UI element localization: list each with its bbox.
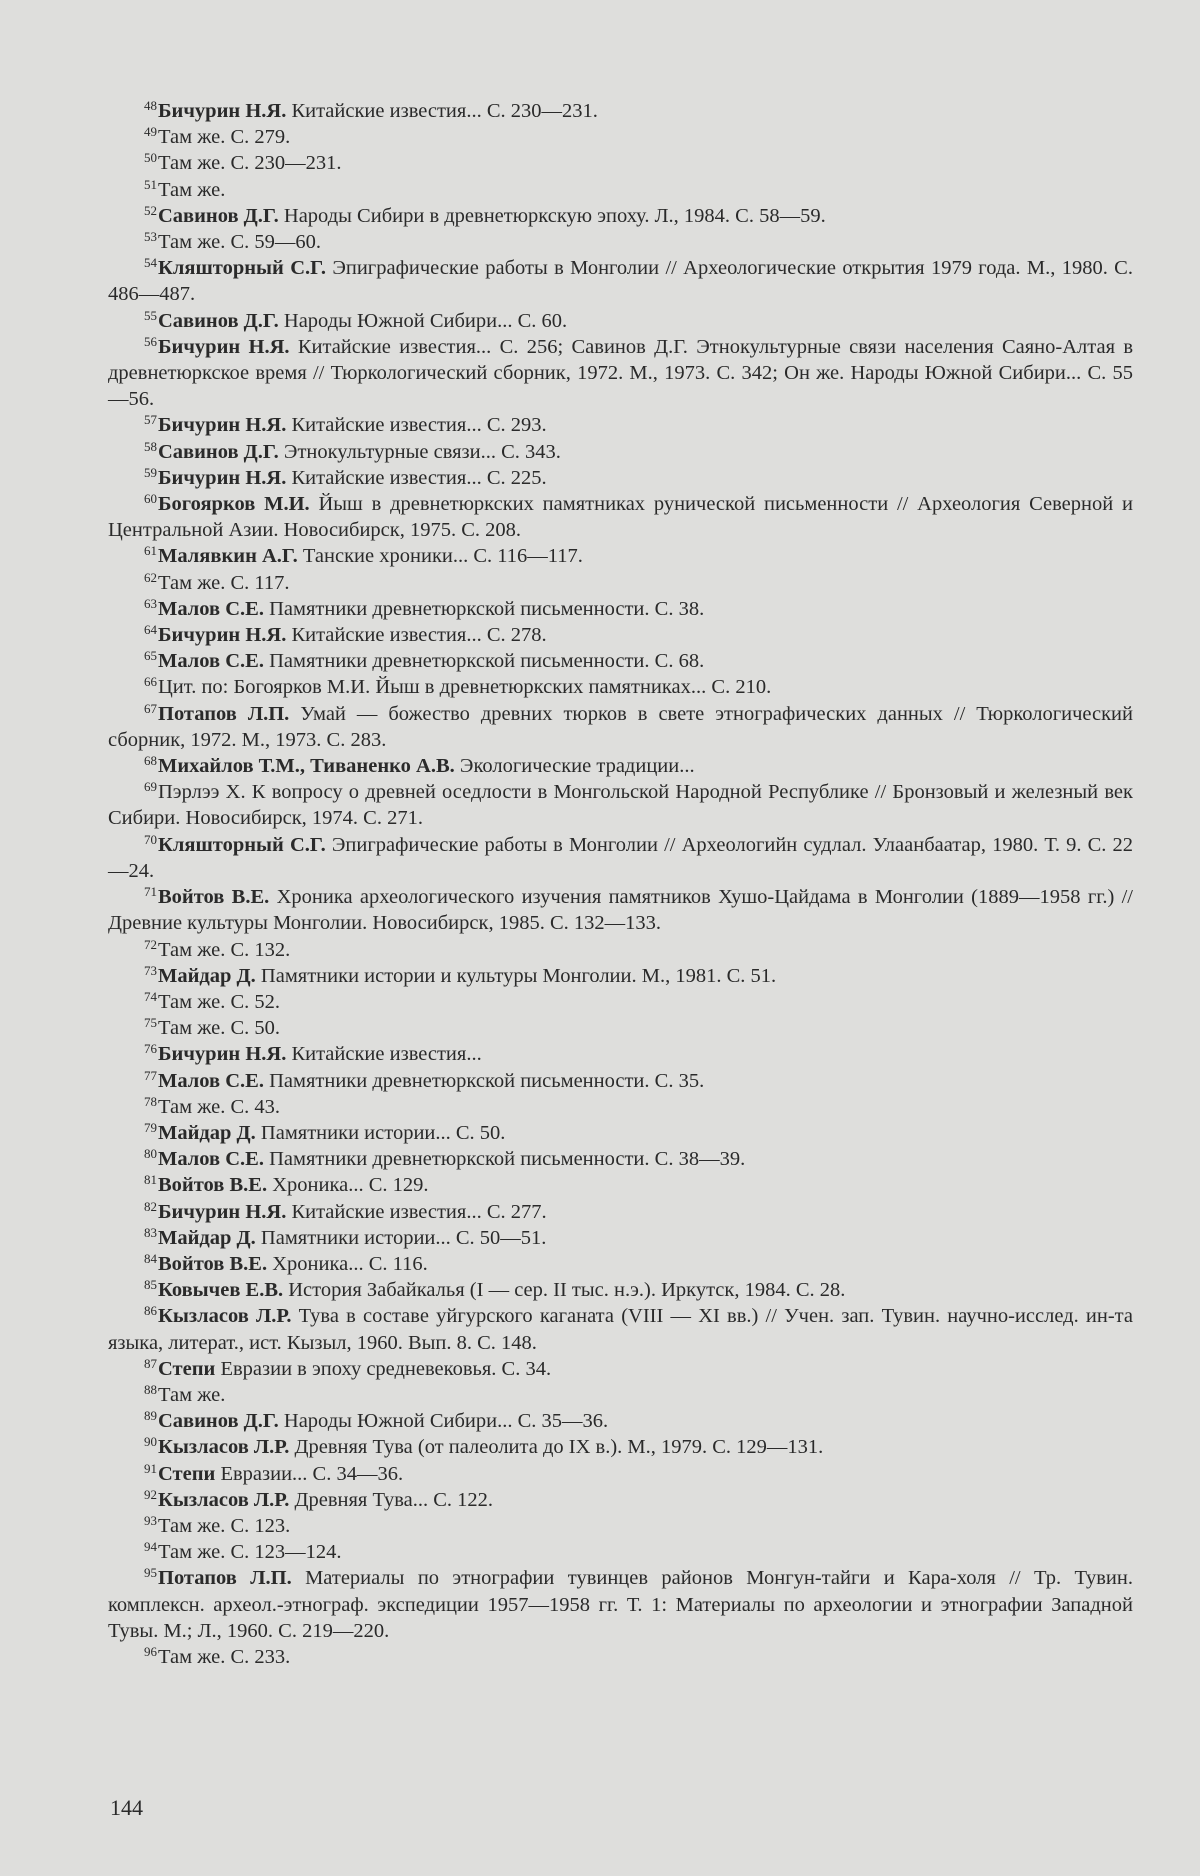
footnote-number: 90: [144, 1434, 157, 1450]
footnote-author: Потапов Л.П.: [158, 1567, 292, 1590]
footnote-text: Китайские известия... С. 277.: [286, 1200, 547, 1223]
footnote: [108, 832, 1133, 884]
footnote-text: Эпиграфические работы в Монголии // Археологические открытия 1979 года. М., 1980. С. 486—487.: [108, 257, 1133, 306]
footnote-author: Кляшторный С.Г.: [158, 257, 326, 280]
footnote-text: Там же. С. 50.: [158, 1017, 280, 1040]
footnote-text: Памятники истории и культуры Монголии. М., 1981. С. 51.: [255, 964, 777, 987]
footnote-text: Там же. С. 123—124.: [158, 1541, 342, 1564]
footnote-number: 50: [144, 150, 157, 166]
footnote-number: 73: [144, 962, 157, 978]
footnote-text: Там же.: [158, 178, 226, 201]
footnote: [108, 334, 1133, 413]
footnote: [108, 1434, 1133, 1460]
footnote-text: Цит. по: Богоярков М.И. Йыш в древнетюркских памятниках... С. 210.: [158, 676, 772, 699]
page-number: 144: [110, 1795, 143, 1820]
footnote-text: Этнокультурные связи... С. 343.: [278, 440, 561, 463]
footnote-text: Евразии в эпоху средневековья. С. 34.: [215, 1357, 552, 1380]
footnote-number: 83: [144, 1224, 157, 1240]
footnote-text: Танские хроники... С. 116—117.: [297, 545, 583, 568]
footnote-text: Китайские известия... С. 225.: [286, 466, 547, 489]
footnote-author: Малов С.Е.: [158, 1148, 264, 1171]
footnote-number: 66: [144, 674, 157, 690]
footnote-text: Китайские известия... С. 230—231.: [286, 100, 598, 122]
footnote-number: 61: [144, 543, 157, 559]
footnote-number: 80: [144, 1146, 157, 1162]
footnote: [108, 1251, 1133, 1277]
footnote-author: Войтов В.Е.: [158, 1174, 268, 1197]
footnote-number: 92: [144, 1486, 157, 1502]
footnote-author: Войтов В.Е.: [158, 886, 270, 909]
footnote-text: Хроника... С. 116.: [267, 1252, 428, 1275]
footnote-author: Майдар Д.: [158, 964, 256, 987]
footnote-number: 76: [144, 1041, 157, 1057]
footnote: [108, 570, 1133, 596]
footnote: [108, 1146, 1133, 1172]
footnote-number: 74: [144, 988, 157, 1004]
footnote-author: Бичурин Н.Я.: [158, 624, 287, 647]
footnote: [108, 1461, 1133, 1487]
footnote: [108, 1644, 1133, 1670]
footnote-number: 55: [144, 307, 157, 323]
footnote-text: Китайские известия... С. 256; Савинов Д.Г. Этнокультурные связи населения Саяно-Алтая в древнетюркское время // Тюркологический сборник, 1972. М., 1973. С. 342; Он же. Народы Южной Сибири... С. 55—56.: [108, 335, 1133, 411]
footnote-text: Там же. С. 230—231.: [158, 152, 342, 175]
footnote-text: Китайские известия... С. 293.: [286, 414, 547, 437]
footnote-text: Тува в составе уйгурского каганата (VIII — XI вв.) // Учен. зап. Тувин. научно-исслед. ин-та языка, литерат., ист. Кызыл, 1960. Вып. 8. С. 148.: [108, 1305, 1133, 1354]
footnote-text: Памятники древнетюркской письменности. С. 38—39.: [263, 1148, 746, 1171]
footnote-text: Там же. С. 117.: [158, 571, 290, 594]
footnote-author: Бичурин Н.Я.: [158, 335, 290, 358]
footnote-number: 81: [144, 1172, 157, 1188]
footnote: [108, 543, 1133, 569]
footnote-number: 67: [144, 700, 157, 716]
footnote-number: 95: [144, 1565, 157, 1581]
footnote-text: Там же. С. 233.: [158, 1645, 291, 1668]
footnote: [108, 1408, 1133, 1434]
footnote: [108, 1565, 1133, 1644]
footnote-text: Евразии... С. 34—36.: [215, 1462, 404, 1485]
footnote: [108, 701, 1133, 753]
footnote-number: 56: [144, 333, 157, 349]
footnote: [108, 229, 1133, 255]
footnote: [108, 596, 1133, 622]
footnote-text: Там же. С. 52.: [158, 990, 280, 1013]
footnote-number: 75: [144, 1015, 157, 1031]
footnote-text: Памятники древнетюркской письменности. С. 68.: [263, 650, 705, 673]
footnote: [108, 1068, 1133, 1094]
footnote-number: 68: [144, 753, 157, 769]
footnote: [108, 465, 1133, 491]
footnote-number: 64: [144, 622, 157, 638]
footnote: [108, 203, 1133, 229]
footnote-text: Там же. С. 43.: [158, 1095, 280, 1118]
footnote-number: 54: [144, 255, 157, 271]
footnote-author: Савинов Д.Г.: [158, 440, 279, 463]
footnote: [108, 1382, 1133, 1408]
footnote-text: Древняя Тува (от палеолита до IX в.). М., 1979. С. 129—131.: [289, 1436, 824, 1459]
footnote: [108, 1015, 1133, 1041]
footnote-author: Войтов В.Е.: [158, 1252, 268, 1275]
footnote-number: 49: [144, 124, 157, 140]
footnote-number: 89: [144, 1408, 157, 1424]
footnote: [108, 439, 1133, 465]
footnote: [108, 308, 1133, 334]
footnote-number: 86: [144, 1303, 157, 1319]
footnote-number: 93: [144, 1512, 157, 1528]
footnote-text: История Забайкалья (I — сер. II тыс. н.э.). Иркутск, 1984. С. 28.: [283, 1279, 846, 1302]
footnote: [108, 1094, 1133, 1120]
footnote: [108, 124, 1133, 150]
footnote-text: Материалы по этнографии тувинцев районов Монгун-тайги и Кара-холя // Тр. Тувин. комплексн. археол.-этнограф. экспедиции 1957—1958 гг. Т. 1: Материалы по археологии и этнографии Западной Тувы. М.; Л., 1960. С. 219—220.: [108, 1567, 1133, 1642]
footnote-text: Народы Южной Сибири... С. 60.: [278, 309, 568, 332]
footnote: [108, 1172, 1133, 1198]
footnote-text: Памятники древнетюркской письменности. С. 35.: [263, 1069, 705, 1092]
footnote-author: Степи: [158, 1357, 216, 1380]
footnote-text: Умай — божество древних тюрков в свете этнографических данных // Тюркологический сборник, 1972. М., 1973. С. 283.: [108, 702, 1133, 751]
footnote-number: 48: [144, 98, 157, 113]
footnote-author: Бичурин Н.Я.: [158, 466, 287, 489]
footnote-author: Бичурин Н.Я.: [158, 1200, 287, 1223]
footnote-number: 85: [144, 1277, 157, 1293]
footnote: [108, 1120, 1133, 1146]
footnote: [108, 1277, 1133, 1303]
footnote: [108, 648, 1133, 674]
footnote-number: 82: [144, 1198, 157, 1214]
footnote-author: Бичурин Н.Я.: [158, 414, 287, 437]
footnote: [108, 491, 1133, 543]
footnote-number: 88: [144, 1381, 157, 1397]
footnote-number: 87: [144, 1355, 157, 1371]
footnote: [108, 937, 1133, 963]
footnote-author: Степи: [158, 1462, 216, 1485]
footnote-number: 84: [144, 1250, 157, 1266]
footnote-number: 77: [144, 1067, 157, 1083]
footnote: [108, 963, 1133, 989]
footnote-author: Богоярков М.И.: [158, 493, 310, 516]
footnote-number: 53: [144, 229, 157, 245]
footnote-text: Народы Сибири в древнетюркскую эпоху. Л., 1984. С. 58—59.: [278, 204, 826, 227]
footnote-author: Кызласов Л.Р.: [158, 1436, 290, 1459]
footnote-author: Ковычев Е.В.: [158, 1279, 284, 1302]
footnote-author: Савинов Д.Г.: [158, 1410, 279, 1433]
footnote-author: Бичурин Н.Я.: [158, 100, 287, 122]
footnote: [108, 177, 1133, 203]
footnote: [108, 1356, 1133, 1382]
footnote-number: 60: [144, 491, 157, 507]
footnote-text: Там же. С. 132.: [158, 938, 291, 961]
footnote-number: 58: [144, 438, 157, 454]
footnote: [108, 1225, 1133, 1251]
footnote-number: 78: [144, 1093, 157, 1109]
footnote: [108, 1041, 1133, 1067]
footnote-text: Там же. С. 279.: [158, 126, 291, 149]
footnotes-list: [108, 98, 1133, 1670]
footnote-number: 51: [144, 176, 157, 192]
footnote-text: Памятники истории... С. 50.: [255, 1121, 506, 1144]
footnote-text: Китайские известия... С. 278.: [286, 624, 547, 647]
footnote-author: Майдар Д.: [158, 1121, 256, 1144]
footnote-text: Хроника... С. 129.: [267, 1174, 429, 1197]
footnote-text: Памятники истории... С. 50—51.: [255, 1226, 547, 1249]
footnote-number: 62: [144, 569, 157, 585]
footnote-number: 71: [144, 884, 157, 900]
footnote-number: 59: [144, 464, 157, 480]
footnote: [108, 1487, 1133, 1513]
footnote-text: Хроника археологического изучения памятников Хушо-Цайдама в Монголии (1889—1958 гг.) // Древние культуры Монголии. Новосибирск, 1985. С. 132—133.: [108, 886, 1133, 935]
footnote-author: Савинов Д.Г.: [158, 204, 279, 227]
footnote-text: Народы Южной Сибири... С. 35—36.: [278, 1410, 609, 1433]
footnote-text: Там же. С. 59—60.: [158, 231, 321, 254]
footnote-author: Михайлов Т.М., Тиваненко А.В.: [158, 755, 455, 778]
footnote-author: Малявкин А.Г.: [158, 545, 298, 568]
footnote-number: 63: [144, 595, 157, 611]
footnote-number: 94: [144, 1539, 157, 1555]
footnote-author: Савинов Д.Г.: [158, 309, 279, 332]
footnote: [108, 255, 1133, 307]
footnote-author: Малов С.Е.: [158, 1069, 264, 1092]
footnote-text: Экологические традиции...: [454, 755, 695, 778]
footnote-number: 96: [144, 1643, 157, 1659]
footnote-author: Малов С.Е.: [158, 650, 264, 673]
footnote: [108, 412, 1133, 438]
footnote-number: 52: [144, 202, 157, 218]
footnote-text: Пэрлээ Х. К вопросу о древней оседлости в Монгольской Народной Республике // Бронзовый и железный век Сибири. Новосибирск, 1974. С. 271.: [108, 781, 1133, 830]
footnote: [108, 1303, 1133, 1355]
footnote: [108, 779, 1133, 831]
footnote: [108, 98, 1133, 124]
footnote: [108, 674, 1133, 700]
footnote-number: 79: [144, 1119, 157, 1135]
footnote-number: 70: [144, 831, 157, 847]
footnote-author: Потапов Л.П.: [158, 702, 290, 725]
footnote-text: Йыш в древнетюркских памятниках рунической письменности // Археология Северной и Центральной Азии. Новосибирск, 1975. С. 208.: [108, 493, 1133, 542]
footnote: [108, 1539, 1133, 1565]
footnote-number: 91: [144, 1460, 157, 1476]
footnote-text: Китайские известия...: [286, 1043, 482, 1066]
footnote-author: Кызласов Л.Р.: [158, 1305, 292, 1328]
footnote: [108, 1513, 1133, 1539]
footnote: [108, 884, 1133, 936]
footnote-author: Малов С.Е.: [158, 597, 264, 620]
footnote: [108, 1199, 1133, 1225]
footnote-number: 57: [144, 412, 157, 428]
footnote-number: 65: [144, 648, 157, 664]
footnote-author: Бичурин Н.Я.: [158, 1043, 287, 1066]
footnote-text: Эпиграфические работы в Монголии // Археологийн судлал. Улаанбаатар, 1980. Т. 9. С. 22—24.: [108, 833, 1133, 882]
footnote-author: Кызласов Л.Р.: [158, 1488, 290, 1511]
footnote-text: Древняя Тува... С. 122.: [289, 1488, 494, 1511]
footnote: [108, 622, 1133, 648]
footnote-text: Там же. С. 123.: [158, 1514, 291, 1537]
footnote-text: Памятники древнетюркской письменности. С. 38.: [263, 597, 705, 620]
footnote: [108, 753, 1133, 779]
footnote: [108, 150, 1133, 176]
footnote-author: Кляшторный С.Г.: [158, 833, 326, 856]
footnote-author: Майдар Д.: [158, 1226, 256, 1249]
footnote: [108, 989, 1133, 1015]
footnote-text: Там же.: [158, 1383, 226, 1406]
footnote-number: 69: [144, 779, 157, 795]
footnote-number: 72: [144, 936, 157, 952]
